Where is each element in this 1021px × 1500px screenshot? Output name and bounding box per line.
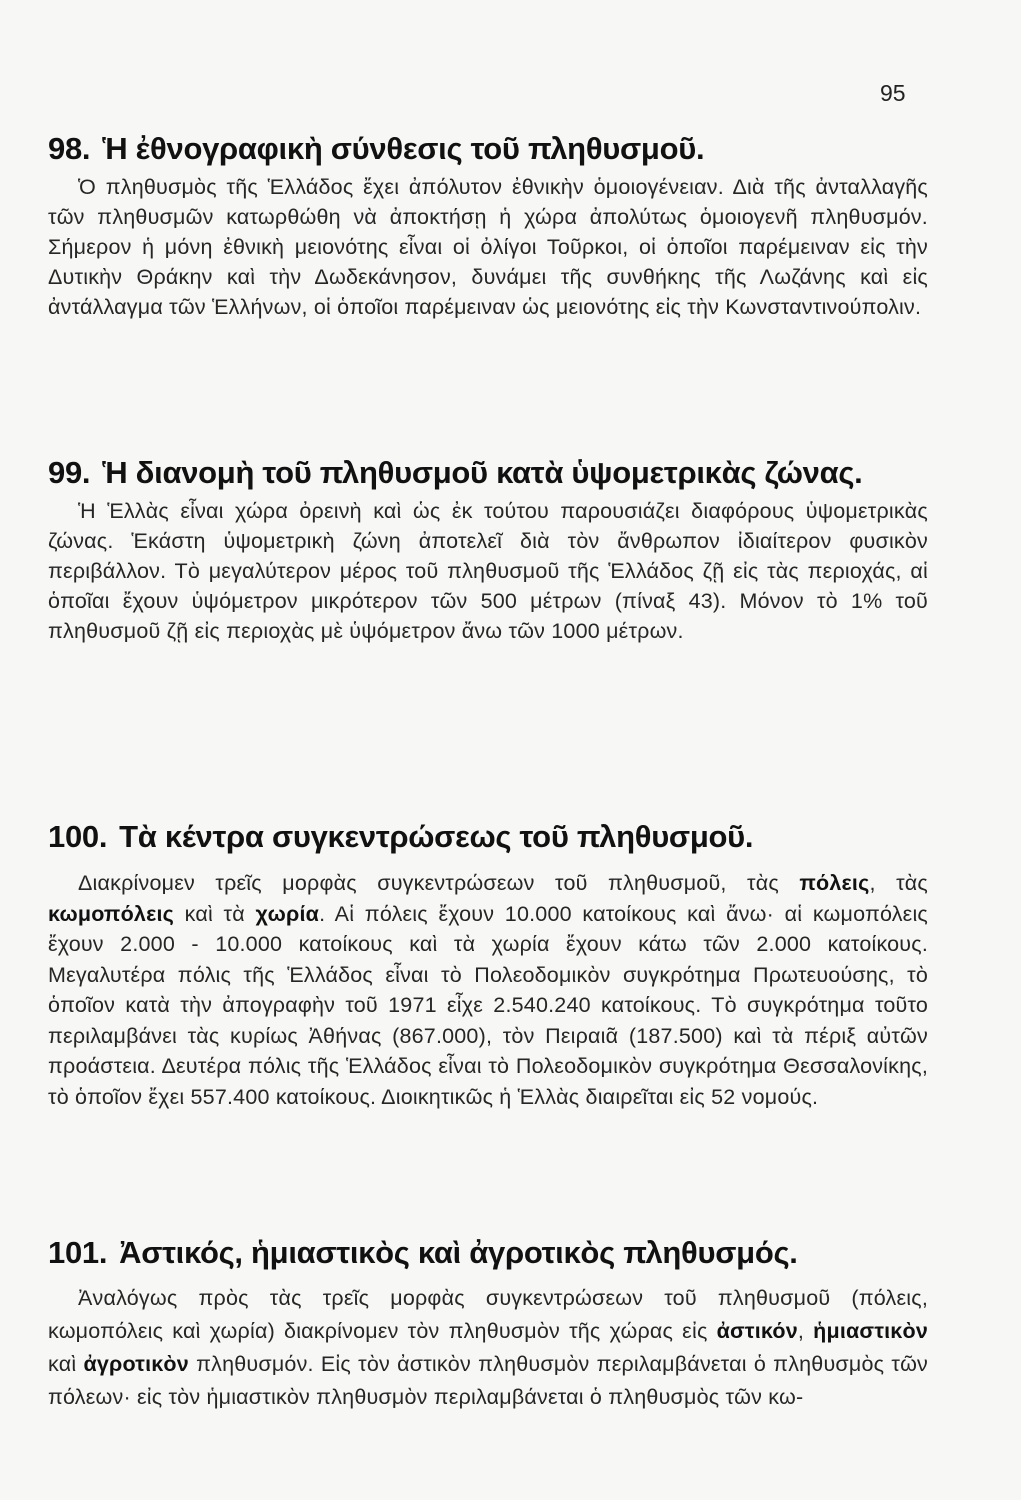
section-heading [48,816,928,858]
bold-term: πόλεις [799,871,870,895]
section-title: Ἡ ἐθνογραφικὴ σύνθεσις τοῦ πληθυσμοῦ. [102,131,705,166]
section-101 [48,1232,928,1414]
paragraph-text: καὶ τὰ [174,901,256,926]
section-100 [48,816,928,1112]
section-title: Τὰ κέντρα συγκεντρώσεως τοῦ πληθυσμοῦ. [119,819,754,854]
bold-term: ἀγροτικὸν [83,1352,189,1376]
bold-term: ἀστικόν [716,1319,798,1343]
paragraph-text: πληθυσμόν. Εἰς τὸν ἀστικὸν πληθυσμὸν περιλαμβάνεται ὁ πληθυσμὸς τῶν πόλεων· εἰς τὸν ἡμιαστικὸν πληθυσμὸν περιλαμβάνεται ὁ πληθυσμὸς τῶν κω- [48,1352,929,1409]
section-title: Ἀστικός, ἡμιαστικὸς καὶ ἀγροτικὸς πληθυσμός. [119,1235,798,1270]
section-number: 98. [48,131,91,166]
section-paragraph [48,1282,928,1414]
section-heading [48,1232,928,1274]
section-heading [48,452,928,494]
section-98 [48,128,928,322]
section-heading [48,128,928,170]
section-number: 100. [48,819,108,854]
section-title: Ἡ διανομὴ τοῦ πληθυσμοῦ κατὰ ὑψομετρικὰς ζώνας. [102,455,863,490]
paragraph-text: Διακρίνομεν τρεῖς μορφὰς συγκεντρώσεων τοῦ πληθυσμοῦ, τὰς [78,871,800,895]
paragraph-text: Ὁ πληθυσμὸς τῆς Ἑλλάδος ἔχει ἀπόλυτον ἐθνικὴν ὁμοιογένειαν. Διὰ τῆς ἀνταλλαγῆς τῶν πληθυσμῶν κατωρθώθη νὰ ἀποκτήσῃ ἡ χώρα ἀπολύτως ὁμοιογενῆ πληθυσμόν. Σήμερον ἡ μόνη ἐθνικὴ μειονότης εἶναι οἱ ὀλίγοι Τοῦρκοι, οἱ ὁποῖοι παρέμειναν εἰς τὴν Δυτικὴν Θράκην καὶ τὴν Δωδεκάνησον, δυνάμει τῆς συνθήκης τῆς Λωζάνης καὶ εἰς ἀντάλλαγμα τῶν Ἑλλήνων, οἱ ὁποῖοι παρέμειναν ὡς μειονότης εἰς τὴν Κωνσταντινούπολιν. [48,175,928,319]
paragraph-text: , τὰς [869,871,928,895]
bold-term: ἡμιαστικὸν [813,1319,928,1343]
paragraph-text: Ἀναλόγως πρὸς τὰς τρεῖς μορφὰς συγκεντρώσεων τοῦ πληθυσμοῦ (πόλεις, κωμοπόλεις καὶ χωρία) διακρίνομεν τὸν πληθυσμὸν τῆς χώρας εἰς [48,1286,928,1343]
bold-term: χωρία [255,901,320,926]
paragraph-text: , [797,1319,814,1343]
paragraph-text: . Αἱ πόλεις ἔχουν 10.000 κατοίκους καὶ ἄνω· αἱ κωμοπόλεις ἔχουν 2.000 - 10.000 κατοίκους καὶ τὰ χωρία ἔχουν κάτω τῶν 2.000 κατοίκους. Μεγαλυτέρα πόλις τῆς Ἑλλάδος εἶναι τὸ Πολεοδομικὸν συγκρότημα Πρωτευούσης, τὸ ὁποῖον κατὰ τὴν ἀπογραφὴν τοῦ 1971 εἶχε 2.540.240 κατοίκους. Τὸ συγκρότημα τοῦτο περιλαμβάνει τὰς κυρίως Ἀθήνας (867.000), τὸν Πειραιᾶ (187.500) καὶ τὰ πέριξ αὐτῶν προάστεια. Δευτέρα πόλις τῆς Ἑλλάδος εἶναι τὸ Πολεοδομικὸν συγκρότημα Θεσσαλονίκης, τὸ ὁποῖον ἔχει 557.400 κατοίκους. Διοικητικῶς ἡ Ἑλλὰς διαιρεῖται εἰς 52 νομούς. [48,901,928,1109]
section-number: 101. [48,1235,108,1270]
section-paragraph [48,868,928,1112]
section-paragraph [48,172,928,322]
paragraph-text: Ἡ Ἑλλὰς εἶναι χώρα ὀρεινὴ καὶ ὡς ἐκ τούτου παρουσιάζει διαφόρους ὑψομετρικὰς ζώνας. Ἑκάστη ὑψομετρικὴ ζώνη ἀποτελεῖ διὰ τὸν ἄνθρωπον ἰδιαίτερον φυσικὸν περιβάλλον. Τὸ μεγαλύτερον μέρος τοῦ πληθυσμοῦ τῆς Ἑλλάδος ζῇ εἰς τὰς περιοχάς, αἱ ὁποῖαι ἔχουν ὑψόμετρον μικρότερον τῶν 500 μέτρων (πίναξ 43). Μόνον τὸ 1% τοῦ πληθυσμοῦ ζῇ εἰς περιοχὰς μὲ ὑψόμετρον ἄνω τῶν 1000 μέτρων. [48,499,928,643]
section-99 [48,452,928,646]
section-number: 99. [48,455,91,490]
section-paragraph [48,496,928,646]
paragraph-text: καὶ [48,1352,84,1376]
page-number: 95 [880,80,906,106]
bold-term: κωμοπόλεις [48,901,175,926]
